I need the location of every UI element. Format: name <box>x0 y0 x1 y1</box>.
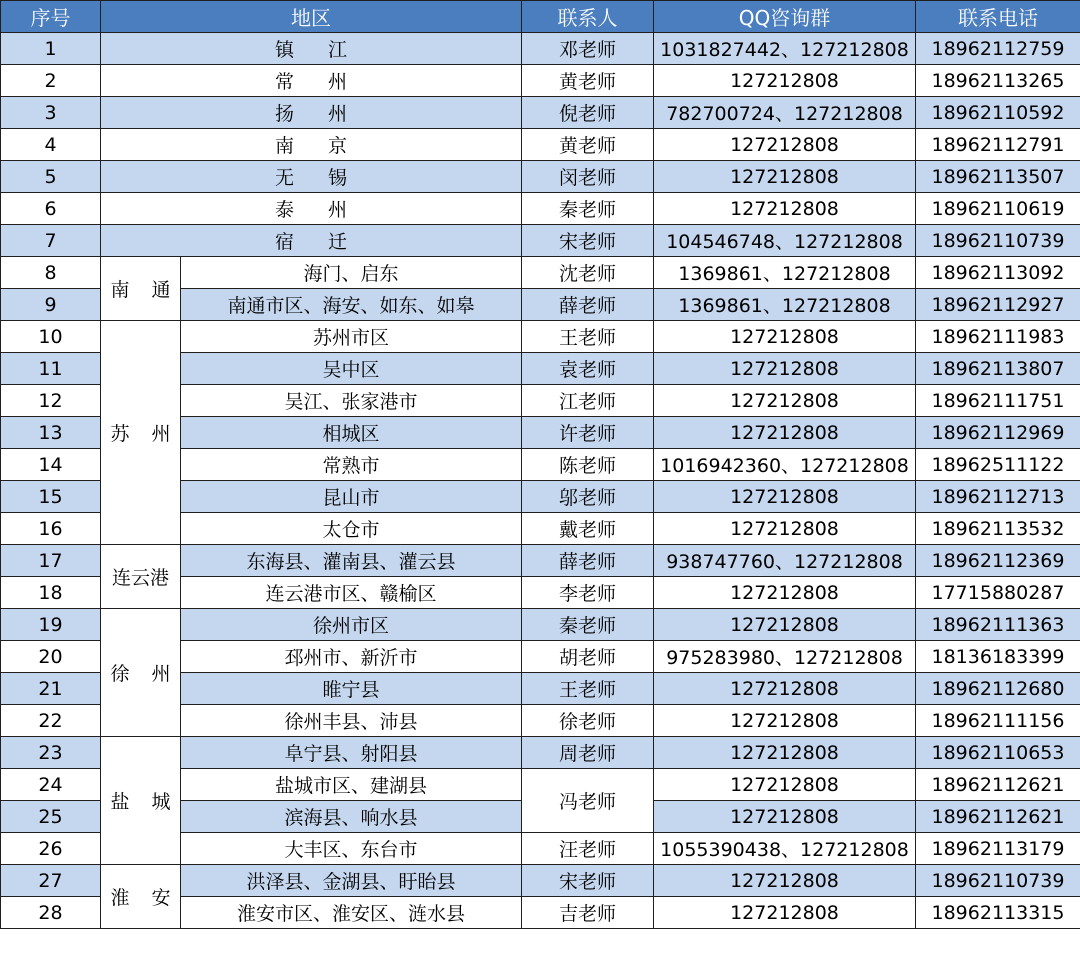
cell-phone: 18962112621 <box>916 801 1080 833</box>
cell-num: 18 <box>1 577 101 609</box>
cell-qq: 127212808 <box>654 417 916 449</box>
cell-num: 27 <box>1 865 101 897</box>
cell-qq: 127212808 <box>654 129 916 161</box>
cell-qq: 127212808 <box>654 353 916 385</box>
cell-contact: 许老师 <box>522 417 654 449</box>
cell-num: 24 <box>1 769 101 801</box>
cell-contact: 邬老师 <box>522 481 654 513</box>
cell-num: 12 <box>1 385 101 417</box>
cell-qq: 127212808 <box>654 65 916 97</box>
cell-contact: 薛老师 <box>522 545 654 577</box>
cell-area: 泰 州 <box>101 193 522 225</box>
cell-qq: 938747760、127212808 <box>654 545 916 577</box>
cell-phone: 18962111751 <box>916 385 1080 417</box>
cell-area: 吴江、张家港市 <box>181 385 522 417</box>
cell-num: 4 <box>1 129 101 161</box>
cell-phone: 18962113532 <box>916 513 1080 545</box>
cell-num: 21 <box>1 673 101 705</box>
cell-num: 9 <box>1 289 101 321</box>
cell-area: 东海县、灌南县、灌云县 <box>181 545 522 577</box>
cell-num: 26 <box>1 833 101 865</box>
cell-area: 昆山市 <box>181 481 522 513</box>
cell-qq: 975283980、127212808 <box>654 641 916 673</box>
cell-phone: 18962113179 <box>916 833 1080 865</box>
cell-contact: 汪老师 <box>522 833 654 865</box>
cell-num: 3 <box>1 97 101 129</box>
cell-phone: 18962110739 <box>916 225 1080 257</box>
cell-area: 苏州市区 <box>181 321 522 353</box>
cell-qq: 782700724、127212808 <box>654 97 916 129</box>
cell-phone: 18962110653 <box>916 737 1080 769</box>
cell-num: 13 <box>1 417 101 449</box>
cell-area: 睢宁县 <box>181 673 522 705</box>
cell-qq: 127212808 <box>654 897 916 929</box>
cell-area: 徐州丰县、沛县 <box>181 705 522 737</box>
cell-area: 宿 迁 <box>101 225 522 257</box>
cell-qq: 127212808 <box>654 481 916 513</box>
cell-qq: 104546748、127212808 <box>654 225 916 257</box>
cell-area: 连云港市区、赣榆区 <box>181 577 522 609</box>
cell-num: 6 <box>1 193 101 225</box>
cell-contact: 戴老师 <box>522 513 654 545</box>
cell-phone: 18962113807 <box>916 353 1080 385</box>
cell-contact: 宋老师 <box>522 865 654 897</box>
cell-qq: 127212808 <box>654 193 916 225</box>
cell-contact: 闵老师 <box>522 161 654 193</box>
cell-num: 14 <box>1 449 101 481</box>
cell-area: 南 京 <box>101 129 522 161</box>
cell-area: 徐州市区 <box>181 609 522 641</box>
cell-phone: 18962110619 <box>916 193 1080 225</box>
cell-contact: 黄老师 <box>522 129 654 161</box>
cell-contact: 邓老师 <box>522 33 654 65</box>
cell-area: 太仓市 <box>181 513 522 545</box>
cell-qq: 1016942360、127212808 <box>654 449 916 481</box>
table-row <box>1 193 1080 225</box>
cell-qq: 127212808 <box>654 865 916 897</box>
cell-phone: 18962112713 <box>916 481 1080 513</box>
cell-phone: 18962112791 <box>916 129 1080 161</box>
cell-phone: 18962110739 <box>916 865 1080 897</box>
cell-phone: 18962110592 <box>916 97 1080 129</box>
cell-phone: 18962112969 <box>916 417 1080 449</box>
cell-contact: 王老师 <box>522 673 654 705</box>
city-group-huaian: 淮 安 <box>101 865 181 929</box>
cell-area: 镇 江 <box>101 33 522 65</box>
header-num: 序号 <box>1 1 101 33</box>
cell-area: 常 州 <box>101 65 522 97</box>
cell-contact: 宋老师 <box>522 225 654 257</box>
table-row <box>1 321 1080 353</box>
cell-num: 19 <box>1 609 101 641</box>
table-row <box>1 225 1080 257</box>
cell-num: 8 <box>1 257 101 289</box>
cell-area: 无 锡 <box>101 161 522 193</box>
cell-contact: 周老师 <box>522 737 654 769</box>
cell-area: 滨海县、响水县 <box>181 801 522 833</box>
cell-qq: 127212808 <box>654 705 916 737</box>
cell-phone: 18962111983 <box>916 321 1080 353</box>
cell-area: 大丰区、东台市 <box>181 833 522 865</box>
cell-phone: 18962112927 <box>916 289 1080 321</box>
cell-contact: 倪老师 <box>522 97 654 129</box>
header-phone: 联系电话 <box>916 1 1080 33</box>
cell-contact: 沈老师 <box>522 257 654 289</box>
table-row <box>1 129 1080 161</box>
table-row <box>1 545 1080 577</box>
table-row <box>1 609 1080 641</box>
cell-area: 扬 州 <box>101 97 522 129</box>
cell-phone: 18962111156 <box>916 705 1080 737</box>
cell-qq: 127212808 <box>654 801 916 833</box>
table-row <box>1 257 1080 289</box>
city-group-nantong: 南 通 <box>101 257 181 321</box>
header-contact: 联系人 <box>522 1 654 33</box>
cell-num: 22 <box>1 705 101 737</box>
cell-contact: 徐老师 <box>522 705 654 737</box>
cell-phone: 18962112759 <box>916 33 1080 65</box>
cell-phone: 18962111363 <box>916 609 1080 641</box>
table-row <box>1 161 1080 193</box>
city-group-xuzhou: 徐 州 <box>101 609 181 737</box>
cell-num: 11 <box>1 353 101 385</box>
cell-qq: 127212808 <box>654 673 916 705</box>
cell-area: 吴中区 <box>181 353 522 385</box>
cell-area: 南通市区、海安、如东、如皋 <box>181 289 522 321</box>
cell-num: 15 <box>1 481 101 513</box>
table-row <box>1 33 1080 65</box>
cell-area: 相城区 <box>181 417 522 449</box>
cell-phone: 18962112680 <box>916 673 1080 705</box>
cell-num: 23 <box>1 737 101 769</box>
cell-contact: 陈老师 <box>522 449 654 481</box>
city-group-lianyungang: 连云港 <box>101 545 181 609</box>
cell-qq: 127212808 <box>654 737 916 769</box>
cell-num: 1 <box>1 33 101 65</box>
cell-num: 2 <box>1 65 101 97</box>
cell-phone: 17715880287 <box>916 577 1080 609</box>
cell-contact: 袁老师 <box>522 353 654 385</box>
cell-qq: 127212808 <box>654 161 916 193</box>
city-group-yancheng: 盐 城 <box>101 737 181 865</box>
cell-area: 阜宁县、射阳县 <box>181 737 522 769</box>
cell-num: 20 <box>1 641 101 673</box>
cell-num: 28 <box>1 897 101 929</box>
city-group-suzhou: 苏 州 <box>101 321 181 545</box>
cell-contact: 江老师 <box>522 385 654 417</box>
cell-qq: 1055390438、127212808 <box>654 833 916 865</box>
cell-area: 盐城市区、建湖县 <box>181 769 522 801</box>
cell-area: 常熟市 <box>181 449 522 481</box>
cell-qq: 127212808 <box>654 321 916 353</box>
cell-phone: 18962113265 <box>916 65 1080 97</box>
cell-area: 邳州市、新沂市 <box>181 641 522 673</box>
cell-num: 25 <box>1 801 101 833</box>
cell-qq: 127212808 <box>654 385 916 417</box>
cell-phone: 18962113092 <box>916 257 1080 289</box>
cell-phone: 18962112621 <box>916 769 1080 801</box>
cell-contact: 薛老师 <box>522 289 654 321</box>
cell-phone: 18136183399 <box>916 641 1080 673</box>
cell-contact: 秦老师 <box>522 193 654 225</box>
cell-contact: 秦老师 <box>522 609 654 641</box>
cell-qq: 127212808 <box>654 769 916 801</box>
cell-contact: 黄老师 <box>522 65 654 97</box>
cell-qq: 127212808 <box>654 513 916 545</box>
cell-area: 海门、启东 <box>181 257 522 289</box>
cell-num: 7 <box>1 225 101 257</box>
cell-num: 10 <box>1 321 101 353</box>
cell-area: 洪泽县、金湖县、盱眙县 <box>181 865 522 897</box>
cell-phone: 18962511122 <box>916 449 1080 481</box>
table-row <box>1 97 1080 129</box>
cell-phone: 18962113315 <box>916 897 1080 929</box>
cell-contact: 王老师 <box>522 321 654 353</box>
table-row <box>1 65 1080 97</box>
cell-num: 17 <box>1 545 101 577</box>
cell-area: 淮安市区、淮安区、涟水县 <box>181 897 522 929</box>
cell-contact: 李老师 <box>522 577 654 609</box>
cell-contact: 胡老师 <box>522 641 654 673</box>
cell-phone: 18962113507 <box>916 161 1080 193</box>
cell-contact: 冯老师 <box>522 769 654 833</box>
cell-qq: 1369861、127212808 <box>654 289 916 321</box>
cell-qq: 127212808 <box>654 577 916 609</box>
table-row <box>1 737 1080 769</box>
cell-qq: 127212808 <box>654 609 916 641</box>
cell-num: 5 <box>1 161 101 193</box>
cell-contact: 吉老师 <box>522 897 654 929</box>
table-row <box>1 865 1080 897</box>
header-qq: QQ咨询群 <box>654 1 916 33</box>
cell-phone: 18962112369 <box>916 545 1080 577</box>
cell-qq: 1031827442、127212808 <box>654 33 916 65</box>
cell-qq: 1369861、127212808 <box>654 257 916 289</box>
header-row <box>1 1 1080 33</box>
header-area: 地区 <box>101 1 522 33</box>
cell-num: 16 <box>1 513 101 545</box>
